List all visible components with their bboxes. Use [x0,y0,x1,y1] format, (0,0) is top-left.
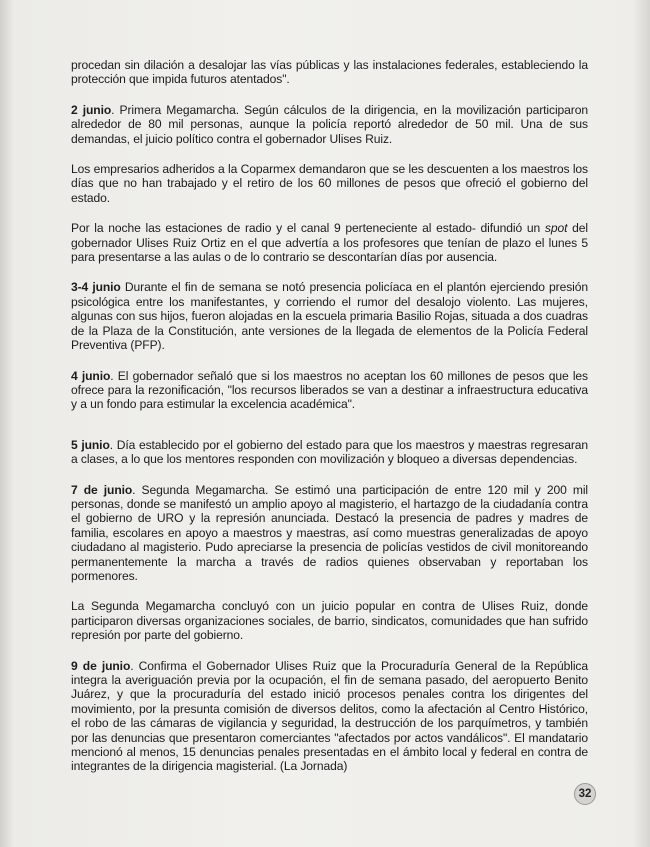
paragraph-text: procedan sin dilación a desalojar las vías públicas y las instalaciones federales, estableciendo la protección que impida futuros atentados". [71,58,588,87]
paragraph-3-4-junio [71,280,588,352]
page-number-badge: 32 [574,783,596,805]
paragraph-text: . Primera Megamarcha. Según cálculos de la dirigencia, en la movilización participaron alrededor de 80 mil personas, aunque la policía reportó alrededor de 50 mil. Una de sus demandas, el juicio político contra el gobernador Ulises Ruiz. [71,102,588,146]
paragraph-9-junio [71,659,588,774]
paragraph-7-junio [71,483,588,584]
paragraph-text: Los empresarios adheridos a la Coparmex demandaron que se les descuenten a los maestros los días que no han trabajado y el retiro de los 60 millones de pesos que ofreció el gobierno del estado. [71,162,588,205]
date-label: 9 de junio [71,658,131,673]
date-label: 4 junio [71,368,111,383]
date-label: 5 junio [71,437,110,452]
paragraph-coparmex [71,162,588,205]
paragraph-text: Durante el fin de semana se notó presencia policíaca en el plantón ejerciendo presión psicológica entre los manifestantes, y corriendo el rumor del desalojo violento. Las mujeres, algunas con sus hijos, fueron alojadas en la escuela primaria Basilio Rojas, situada a dos cuadras de la Plaza de la Constitución, ante versiones de la llegada de elementos de la Policía Federal Preventiva (PFP). [71,280,588,353]
date-label: 2 junio [71,102,112,117]
paragraph-text: . Día establecido por el gobierno del estado para que los maestros y maestras regresaran a clases, a lo que los mentores responden con movilización y bloqueo a diversas dependencias. [71,437,588,467]
paragraph-text-after: del gobernador Ulises Ruiz Ortiz en el que advertía a los profesores que tenían de plazo el lunes 5 para presentarse a las aulas o de lo contrario se descontarían días por ausencia. [71,221,588,265]
paragraph-text: . El gobernador señaló que si los maestros no aceptan los 60 millones de pesos que les ofrece para la rezonificación, "los recursos liberados se van a destinar a infraestructura educativa y a un fondo para estimular la excelencia académica". [71,368,589,412]
paragraph-text: . Segunda Megamarcha. Se estimó una participación de entre 120 mil y 200 mil personas, donde se manifestó un amplio apoyo al magisterio, el hartazgo de la ciudadanía contra el gobierno de URO y la represión anunciada. Destacó la presencia de padres y madres de familia, escolares en apoyo a maestros y maestras, así como muestras generalizadas de apoyo ciudadano al magisterio. Pudo apreciarse la presencia de policías vestidos de civil monitoreando permanentemente la marcha a través de radios quienes observaban y reportaban los pormenores. [71,482,588,583]
paragraph-text: La Segunda Megamarcha concluyó con un juicio popular en contra de Ulises Ruiz, donde participaron diversas organizaciones sociales, de barrio, sindicatos, comunidades que han sufrido represión por parte del gobierno. [71,599,588,643]
paragraph-italic-word: spot [544,221,568,236]
paragraph-4-junio [71,369,588,412]
paragraph-2-junio [71,103,588,146]
paragraph-continuation [71,58,588,87]
date-label: 3-4 junio [71,280,121,295]
paragraph-text-before: Por la noche las estaciones de radio y el canal 9 perteneciente al estado- difundió un [71,221,545,236]
paragraph-segunda-megamarcha [71,599,588,642]
body-text [71,58,588,790]
paragraph-text: . Confirma el Gobernador Ulises Ruiz que la Procuraduría General de la República integra la averiguación previa por la ocupación, el fin de semana pasado, del aeropuerto Benito Juárez, y que la procuraduría del estado inició procesos penales contra los dirigentes del movimiento, por la presunta comisión de diversos delitos, como la afectación al Centro Histórico, el robo de las cámaras de vigilancia y seguridad, la destrucción de los parquímetros, y también por las denuncias que presentaron comerciantes "afectados por actos vandálicos". El mandatario mencionó al menos, 15 denuncias penales presentadas en el ámbito local y federal en contra de integrantes de la dirigencia magisterial. (La Jornada) [71,658,588,774]
paragraph-spot [71,221,588,264]
date-label: 7 de junio [71,482,133,497]
paragraph-5-junio [71,438,588,467]
